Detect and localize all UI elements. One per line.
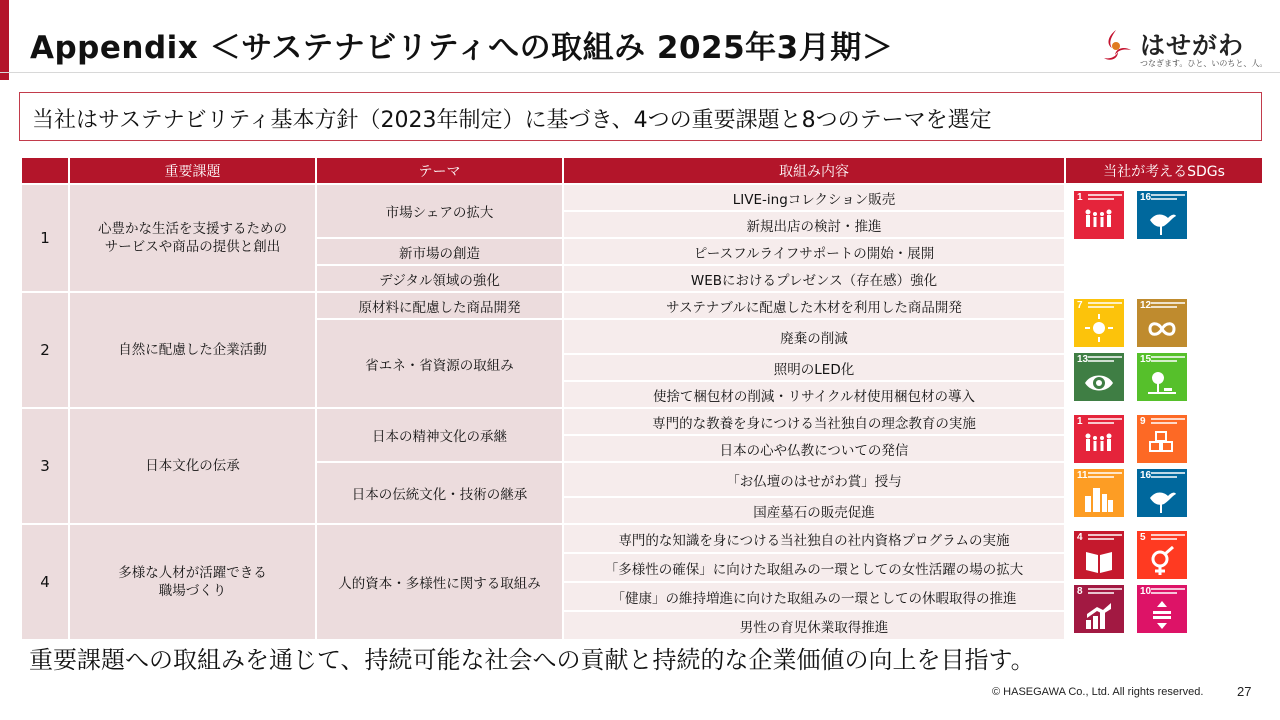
action-cell: 「多様性の確保」に向けた取組みの一環としての女性活躍の場の拡大 xyxy=(563,553,1065,582)
action-cell: 廃棄の削減 xyxy=(563,319,1065,354)
cubes-icon xyxy=(1146,430,1178,460)
sdg-caption-line xyxy=(1088,306,1114,308)
action-cell: ピースフルライフサポートの開始・展開 xyxy=(563,238,1065,265)
conclusion-statement: 重要課題への取組みを通じて、持続可能な社会への貢献と持続的な企業価値の向上を目指す。 xyxy=(29,646,1035,674)
sdg-goal-number: 16 xyxy=(1140,192,1152,203)
theme-cell: 省エネ・省資源の取組み xyxy=(316,319,563,408)
sdg-goal-tile xyxy=(1137,585,1187,633)
table-row xyxy=(21,524,1263,553)
sdg-caption-line xyxy=(1088,588,1122,590)
sdg-goal-number: 1 xyxy=(1077,416,1083,427)
eye-globe-icon xyxy=(1083,368,1115,398)
sdg-caption-line xyxy=(1088,302,1122,304)
sdg-goal-number: 16 xyxy=(1140,470,1152,481)
tree-icon xyxy=(1146,368,1178,398)
infinity-icon xyxy=(1146,314,1178,344)
sdg-caption-line xyxy=(1088,360,1114,362)
family-icon xyxy=(1083,206,1115,236)
sdg-goal-tile xyxy=(1137,469,1187,517)
dove-icon xyxy=(1146,484,1178,514)
title-accent-bar xyxy=(0,0,9,80)
table-body xyxy=(21,184,1263,640)
sdg-caption-line xyxy=(1088,592,1114,594)
material-issue: 多様な人材が活躍できる 職場づくり xyxy=(69,524,316,640)
theme-cell: 人的資本・多様性に関する取組み xyxy=(316,524,563,640)
city-icon xyxy=(1083,484,1115,514)
page-number: 27 xyxy=(1237,684,1252,699)
sdg-caption-line xyxy=(1151,198,1177,200)
sdg-caption-line xyxy=(1151,306,1177,308)
header-no xyxy=(21,157,69,184)
sdg-goal-tile xyxy=(1137,415,1187,463)
header-issue: 重要課題 xyxy=(69,157,316,184)
policy-statement-box xyxy=(19,92,1262,141)
row-number: 1 xyxy=(21,184,69,292)
sdg-goal-tile xyxy=(1137,531,1187,579)
sdg-caption-line xyxy=(1088,356,1122,358)
row-number: 2 xyxy=(21,292,69,408)
sdg-goal-number: 12 xyxy=(1140,300,1152,311)
material-issue: 心豊かな生活を支援するための サービスや商品の提供と創出 xyxy=(69,184,316,292)
action-cell: サステナブルに配慮した木材を利用した商品開発 xyxy=(563,292,1065,319)
theme-cell: 市場シェアの拡大 xyxy=(316,184,563,238)
table-row xyxy=(21,408,1263,435)
sdg-cell xyxy=(1065,524,1263,640)
action-cell: 「健康」の維持増進に向けた取組みの一環としての休暇取得の推進 xyxy=(563,582,1065,611)
sdg-goal-number: 15 xyxy=(1140,354,1152,365)
sdg-goal-number: 4 xyxy=(1077,532,1083,543)
sdg-caption-line xyxy=(1088,534,1122,536)
sdg-goal-number: 1 xyxy=(1077,192,1083,203)
sdg-goal-number: 9 xyxy=(1140,416,1146,427)
sdg-caption-line xyxy=(1151,360,1177,362)
action-cell: 新規出店の検討・推進 xyxy=(563,211,1065,238)
materiality-table xyxy=(20,156,1264,641)
theme-cell: デジタル領域の強化 xyxy=(316,265,563,292)
action-cell: 男性の育児休業取得推進 xyxy=(563,611,1065,640)
sdg-caption-line xyxy=(1088,472,1122,474)
sdg-goal-tile xyxy=(1074,585,1124,633)
growth-chart-icon xyxy=(1083,600,1115,630)
logo-tagline: つなぎます。ひと、いのちと、人。 xyxy=(1140,59,1268,68)
sdg-goal-number: 8 xyxy=(1077,586,1083,597)
sdg-icon-grid xyxy=(1074,299,1259,407)
theme-cell: 新市場の創造 xyxy=(316,238,563,265)
action-cell: LIVE-ingコレクション販売 xyxy=(563,184,1065,211)
sdg-caption-line xyxy=(1088,194,1122,196)
action-cell: 「お仏壇のはせがわ賞」授与 xyxy=(563,462,1065,497)
company-logo xyxy=(1098,26,1268,76)
sdg-icon-grid xyxy=(1074,415,1259,523)
header-actions: 取組み内容 xyxy=(563,157,1065,184)
sdg-caption-line xyxy=(1151,418,1185,420)
header-sdgs: 当社が考えるSDGs xyxy=(1065,157,1263,184)
sdg-caption-line xyxy=(1151,538,1177,540)
table-row xyxy=(21,184,1263,211)
material-issue: 日本文化の伝承 xyxy=(69,408,316,524)
action-cell: 専門的な教養を身につける当社独自の理念教育の実施 xyxy=(563,408,1065,435)
sdg-icon-grid xyxy=(1074,191,1259,245)
sdg-cell xyxy=(1065,408,1263,524)
header-theme: テーマ xyxy=(316,157,563,184)
title-divider xyxy=(0,72,1280,73)
copyright: © HASEGAWA Co., Ltd. All rights reserved. xyxy=(992,686,1204,698)
sdg-caption-line xyxy=(1151,194,1185,196)
table-row xyxy=(21,292,1263,319)
sdg-caption-line xyxy=(1151,534,1185,536)
sdg-caption-line xyxy=(1088,418,1122,420)
policy-statement: 当社はサステナビリティ基本方針（2023年制定）に基づき、4つの重要課題と8つのテーマを選定 xyxy=(32,108,992,133)
sun-icon xyxy=(1083,314,1115,344)
action-cell: 照明のLED化 xyxy=(563,354,1065,381)
logo-mark-icon xyxy=(1098,28,1134,64)
dove-icon xyxy=(1146,206,1178,236)
page-title: Appendix ＜サステナビリティへの取組み 2025年3月期＞ xyxy=(30,30,894,66)
sdg-cell xyxy=(1065,184,1263,292)
equality-icon xyxy=(1146,600,1178,630)
sdg-goal-tile xyxy=(1074,191,1124,239)
sdg-goal-number: 11 xyxy=(1077,470,1088,481)
sdg-caption-line xyxy=(1151,588,1185,590)
action-cell: 日本の心や仏教についての発信 xyxy=(563,435,1065,462)
sdg-goal-number: 13 xyxy=(1077,354,1089,365)
table-header-row xyxy=(21,157,1263,184)
sdg-icon-grid xyxy=(1074,531,1259,639)
theme-cell: 日本の伝統文化・技術の継承 xyxy=(316,462,563,524)
sdg-goal-tile xyxy=(1137,353,1187,401)
family-icon xyxy=(1083,430,1115,460)
action-cell: WEBにおけるプレゼンス（存在感）強化 xyxy=(563,265,1065,292)
action-cell: 国産墓石の販売促進 xyxy=(563,497,1065,524)
sdg-caption-line xyxy=(1088,476,1114,478)
gender-icon xyxy=(1146,546,1178,576)
action-cell: 専門的な知識を身につける当社独自の社内資格プログラムの実施 xyxy=(563,524,1065,553)
material-issue: 自然に配慮した企業活動 xyxy=(69,292,316,408)
sdg-goal-tile xyxy=(1074,299,1124,347)
sdg-caption-line xyxy=(1151,356,1185,358)
action-cell: 使捨て梱包材の削減・リサイクル材使用梱包材の導入 xyxy=(563,381,1065,408)
book-icon xyxy=(1083,546,1115,576)
theme-cell: 日本の精神文化の承継 xyxy=(316,408,563,462)
sdg-goal-number: 5 xyxy=(1140,532,1146,543)
sdg-caption-line xyxy=(1088,422,1114,424)
sdg-goal-number: 7 xyxy=(1077,300,1083,311)
sdg-caption-line xyxy=(1088,538,1114,540)
sdg-cell xyxy=(1065,292,1263,408)
sdg-caption-line xyxy=(1151,302,1185,304)
sdg-goal-number: 10 xyxy=(1140,586,1152,597)
sdg-goal-tile xyxy=(1074,415,1124,463)
row-number: 3 xyxy=(21,408,69,524)
sdg-goal-tile xyxy=(1074,469,1124,517)
sdg-caption-line xyxy=(1151,472,1185,474)
sdg-goal-tile xyxy=(1137,191,1187,239)
logo-name: はせがわ xyxy=(1140,31,1245,60)
sdg-goal-tile xyxy=(1074,353,1124,401)
theme-cell: 原材料に配慮した商品開発 xyxy=(316,292,563,319)
sdg-caption-line xyxy=(1151,476,1177,478)
sdg-caption-line xyxy=(1088,198,1114,200)
row-number: 4 xyxy=(21,524,69,640)
sdg-goal-tile xyxy=(1074,531,1124,579)
sdg-caption-line xyxy=(1151,422,1177,424)
sdg-caption-line xyxy=(1151,592,1177,594)
sdg-goal-tile xyxy=(1137,299,1187,347)
